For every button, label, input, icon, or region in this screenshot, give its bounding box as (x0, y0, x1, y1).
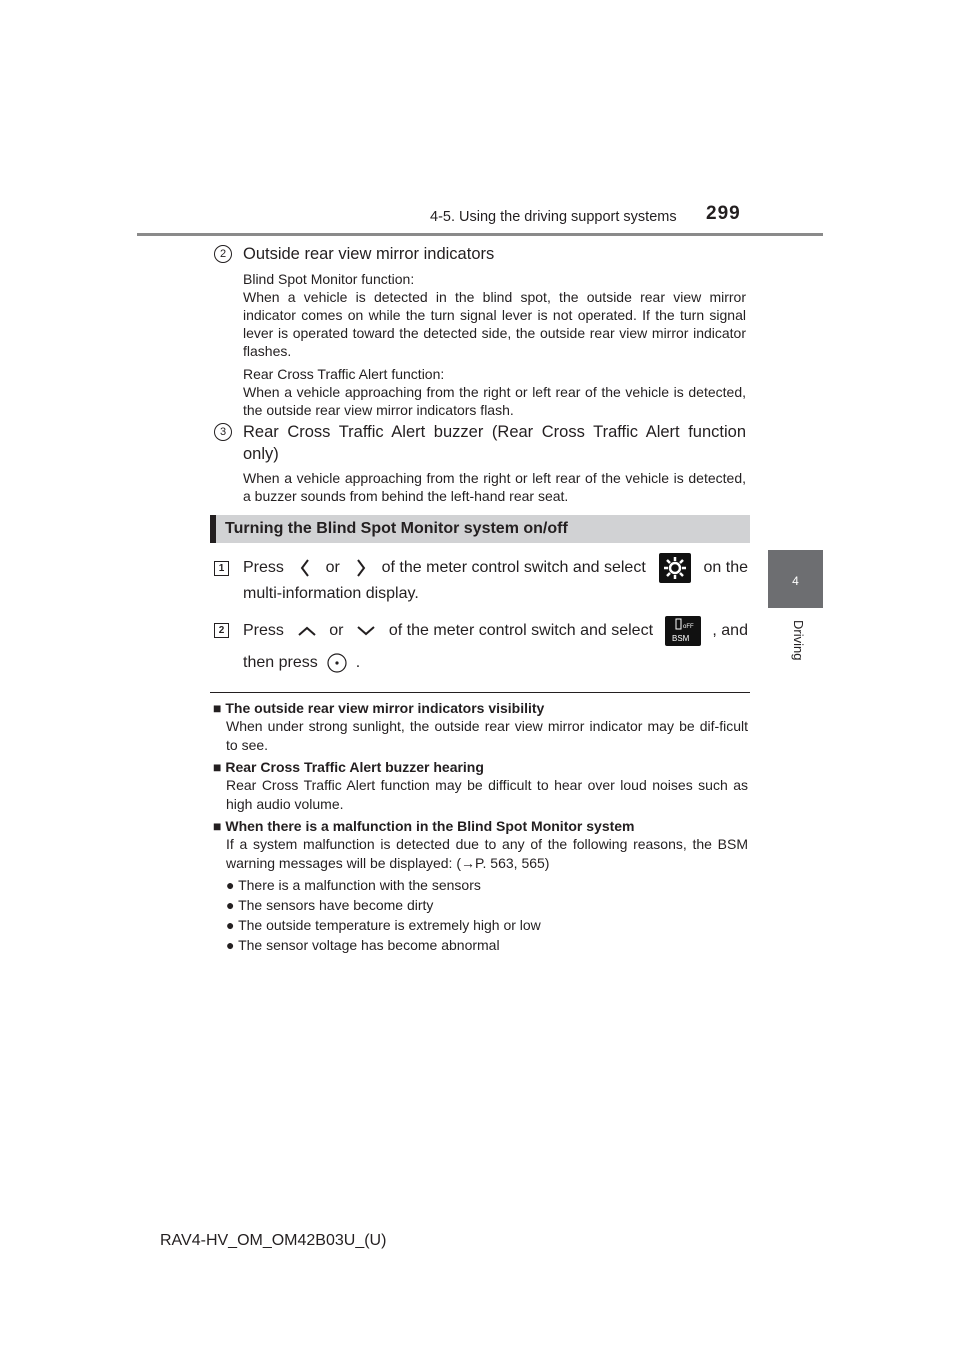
step1-text-b: on the (703, 559, 748, 576)
notes-section (213, 700, 748, 953)
bullet-list (213, 877, 748, 953)
item2-body (243, 270, 746, 419)
list-item: ● The sensor voltage has become abnormal (226, 937, 500, 953)
step-2 (243, 616, 748, 676)
chevron-left-icon (297, 557, 313, 579)
callout-2: 2 (214, 245, 232, 263)
step-1 (243, 555, 748, 607)
chevron-down-icon (355, 623, 377, 639)
chapter-label-text: Driving (791, 620, 806, 661)
step2-or: or (329, 622, 344, 639)
note-3-title-text: When there is a malfunction in the Blind Spot Monitor system (225, 818, 635, 834)
svg-text:oFF: oFF (682, 624, 694, 630)
step1-press: Press (243, 559, 284, 576)
bullet-text: There is a malfunction with the sensors (238, 877, 481, 893)
bsm-label: Blind Spot Monitor function: (243, 271, 415, 287)
step2-text-b: , and (712, 622, 748, 639)
note-1-title: ■ The outside rear view mirror indicators visibility (213, 700, 545, 716)
note-3-title: ■ When there is a malfunction in the Blind Spot Monitor system (213, 818, 635, 834)
section-title: Turning the Blind Spot Monitor system on/off (225, 520, 568, 537)
bullet-text: The sensor voltage has become abnormal (238, 937, 500, 953)
page-number: 299 (706, 203, 741, 224)
step2-line2: then press (243, 654, 318, 671)
item3-body: When a vehicle approaching from the right or left rear of the vehicle is detected, a buzzer sounds from behind the left-hand rear seat. (243, 470, 746, 504)
step-1-box: 1 (214, 561, 229, 576)
note-2-title-text: Rear Cross Traffic Alert buzzer hearing (225, 759, 484, 775)
note-1-title-text: The outside rear view mirror indicators visibility (225, 700, 545, 716)
notes-divider (210, 692, 750, 693)
step-2-box: 2 (214, 623, 229, 638)
note-1-body: When under strong sunlight, the outside rear view mirror indicator may be dif-ficult to see. (226, 718, 748, 753)
bsm-icon-label: BSM (671, 634, 690, 643)
step1-or: or (325, 559, 340, 576)
section-header: 4-5. Using the driving support systems (430, 209, 677, 225)
settings-gear-icon (659, 553, 691, 583)
ok-button-icon (326, 652, 348, 674)
chapter-number: 4 (792, 574, 799, 588)
step1-line2: multi-information display. (243, 585, 419, 602)
bsm-icon (665, 616, 701, 646)
item3-title: Rear Cross Traffic Alert buzzer (Rear Cross Traffic Alert function only) (243, 423, 746, 463)
document-code: RAV4-HV_OM_OM42B03U_(U) (160, 1232, 387, 1249)
list-item: ● There is a malfunction with the sensors (226, 877, 481, 893)
header-rule (137, 233, 823, 236)
list-item: ● The sensors have become dirty (226, 897, 434, 913)
step1-text-a: of the meter control switch and select (381, 559, 646, 576)
bsm-text: When a vehicle is detected in the blind spot, the outside rear view mirror indicator comes on while the turn signal lever is not operated. If the turn signal lever is operated toward the detected side, the outside rear view mirror indicator flashes. (243, 289, 746, 359)
callout-3: 3 (214, 423, 232, 441)
note-2-title: ■ Rear Cross Traffic Alert buzzer hearing (213, 759, 484, 775)
rcta-text: When a vehicle approaching from the right or left rear of the vehicle is detected, the outside rear view mirror indicators flash. (243, 384, 746, 418)
step2-text-a: of the meter control switch and select (388, 622, 654, 639)
chevron-up-icon (296, 623, 318, 639)
list-item: ● The outside temperature is extremely high or low (226, 917, 541, 933)
chapter-label (784, 620, 814, 680)
note-3-body: If a system malfunction is detected due to any of the following reasons, the BSM warning messages will be displayed: (→P. 563, 565) (226, 836, 748, 871)
rcta-label: Rear Cross Traffic Alert function: (243, 366, 445, 382)
note-2-body: Rear Cross Traffic Alert function may be difficult to hear over loud noises such as high audio volume. (226, 777, 748, 812)
step2-end: . (355, 654, 361, 671)
item2-title: Outside rear view mirror indicators (243, 245, 495, 263)
chevron-right-icon (353, 557, 369, 579)
bullet-text: The sensors have become dirty (238, 897, 434, 913)
step2-press: Press (243, 622, 284, 639)
section-banner-accent (210, 515, 216, 543)
bullet-text: The outside temperature is extremely high or low (238, 917, 541, 933)
